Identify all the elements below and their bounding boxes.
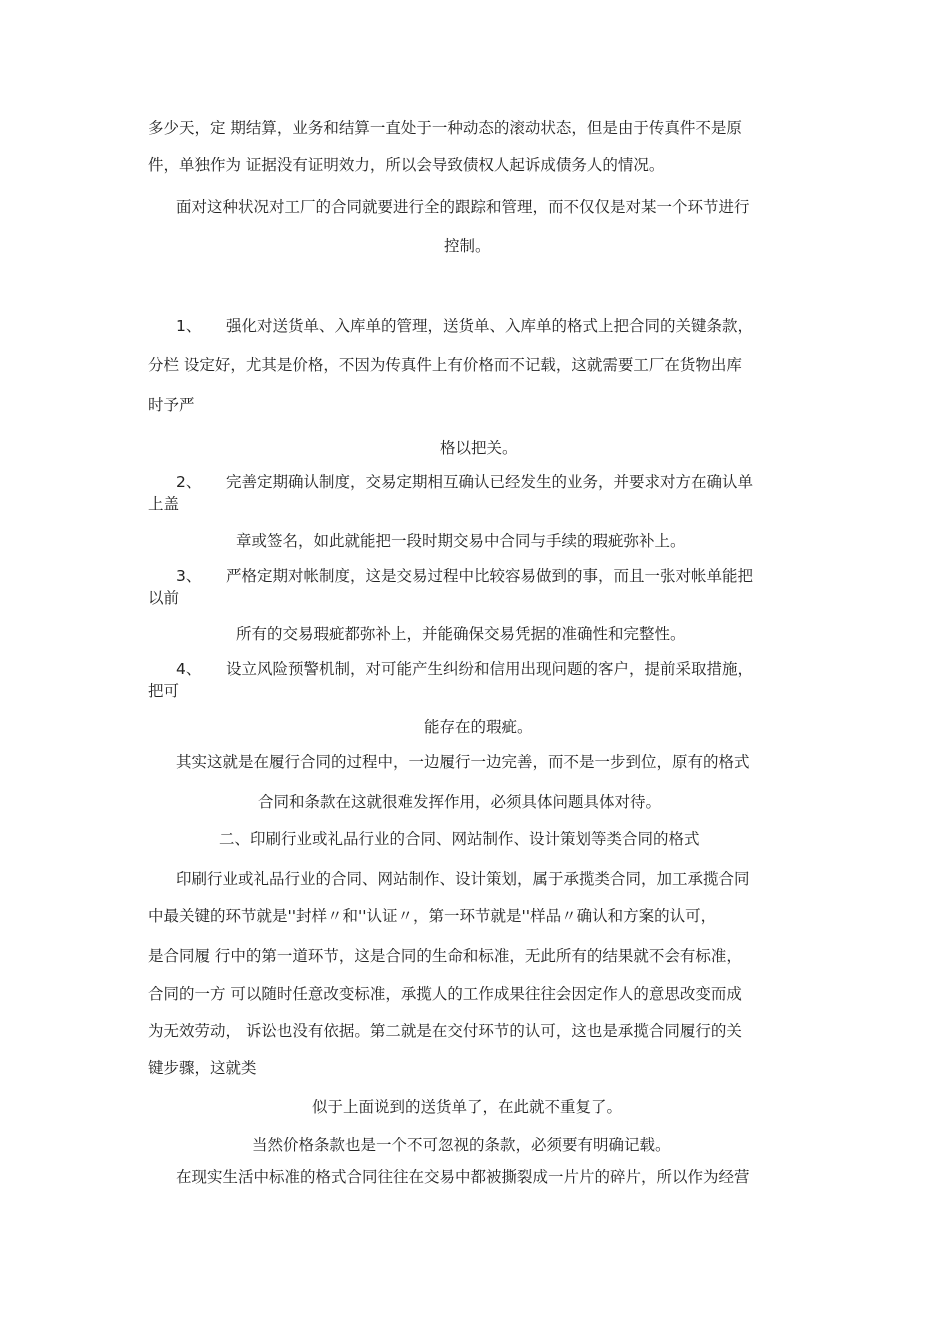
measure-2-line-2: 上盖 (148, 495, 180, 513)
section-two-line-9: 在现实生活中标准的格式合同往往在交易中都被撕裂成一片片的碎片，所以作为经营 (176, 1168, 750, 1186)
measure-3-number: 3、 (176, 567, 202, 585)
measure-4-line-3: 能存在的瑕疵。 (424, 718, 533, 736)
section-two-line-7: 似于上面说到的送货单了，在此就不重复了。 (312, 1098, 623, 1116)
section-two-line-6: 键步骤，这就类 (148, 1059, 257, 1077)
conclusion-line-1: 其实这就是在履行合同的过程中，一边履行一边完善，而不是一步到位，原有的格式 (176, 753, 750, 771)
section-two-line-5: 为无效劳动， 诉讼也没有依据。第二就是在交付环节的认可，这也是承揽合同履行的关 (148, 1022, 742, 1040)
measure-1-number: 1、 (176, 317, 202, 335)
measure-1-line-4: 格以把关。 (440, 439, 518, 457)
section-two-line-3: 是合同履 行中的第一道环节，这是合同的生命和标准，无此所有的结果就不会有标准， (148, 947, 742, 965)
intro-line-4: 控制。 (444, 237, 491, 255)
section-two-line-4: 合同的一方 可以随时任意改变标准，承揽人的工作成果往往会因定作人的意思改变而成 (148, 985, 742, 1003)
measure-4-number: 4、 (176, 660, 202, 678)
measure-4-line-1: 设立风险预警机制，对可能产生纠纷和信用出现问题的客户，提前采取措施， (226, 660, 754, 678)
section-two-heading: 二、印刷行业或礼品行业的合同、网站制作、设计策划等类合同的格式 (219, 830, 700, 848)
measure-1-line-1: 强化对送货单、入库单的管理，送货单、入库单的格式上把合同的关键条款， (226, 317, 754, 335)
measure-3-line-3: 所有的交易瑕疵都弥补上，并能确保交易凭据的准确性和完整性。 (236, 625, 686, 643)
intro-line-3: 面对这种状况对工厂的合同就要进行全的跟踪和管理，而不仅仅是对某一个环节进行 (176, 198, 750, 216)
measure-2-number: 2、 (176, 473, 202, 491)
measure-2-line-1: 完善定期确认制度，交易定期相互确认已经发生的业务，并要求对方在确认单 (226, 473, 754, 491)
section-two-line-8: 当然价格条款也是一个不可忽视的条款，必须要有明确记载。 (252, 1136, 671, 1154)
measure-4-line-2: 把可 (148, 682, 180, 700)
section-two-line-2: 中最关键的环节就是''封样〃和''认证〃，第一环节就是''样品〃确认和方案的认可， (148, 907, 717, 925)
measure-3-line-1: 严格定期对帐制度，这是交易过程中比较容易做到的事，而且一张对帐单能把 (226, 567, 754, 585)
conclusion-line-2: 合同和条款在这就很难发挥作用，必须具体问题具体对待。 (258, 793, 662, 811)
intro-line-2: 件，单独作为 证据没有证明效力，所以会导致债权人起诉成债务人的情况。 (148, 156, 665, 174)
measure-3-line-2: 以前 (148, 589, 180, 607)
intro-line-1: 多少天，定 期结算，业务和结算一直处于一种动态的滚动状态，但是由于传真件不是原 (148, 119, 742, 137)
measure-2-line-3: 章或签名，如此就能把一段时期交易中合同与手续的瑕疵弥补上。 (236, 532, 686, 550)
measure-1-line-2: 分栏 设定好，尤其是价格，不因为传真件上有价格而不记载，这就需要工厂在货物出库 (148, 356, 742, 374)
measure-1-line-3: 时予严 (148, 396, 195, 414)
section-two-line-1: 印刷行业或礼品行业的合同、网站制作、设计策划，属于承揽类合同，加工承揽合同 (176, 870, 750, 888)
